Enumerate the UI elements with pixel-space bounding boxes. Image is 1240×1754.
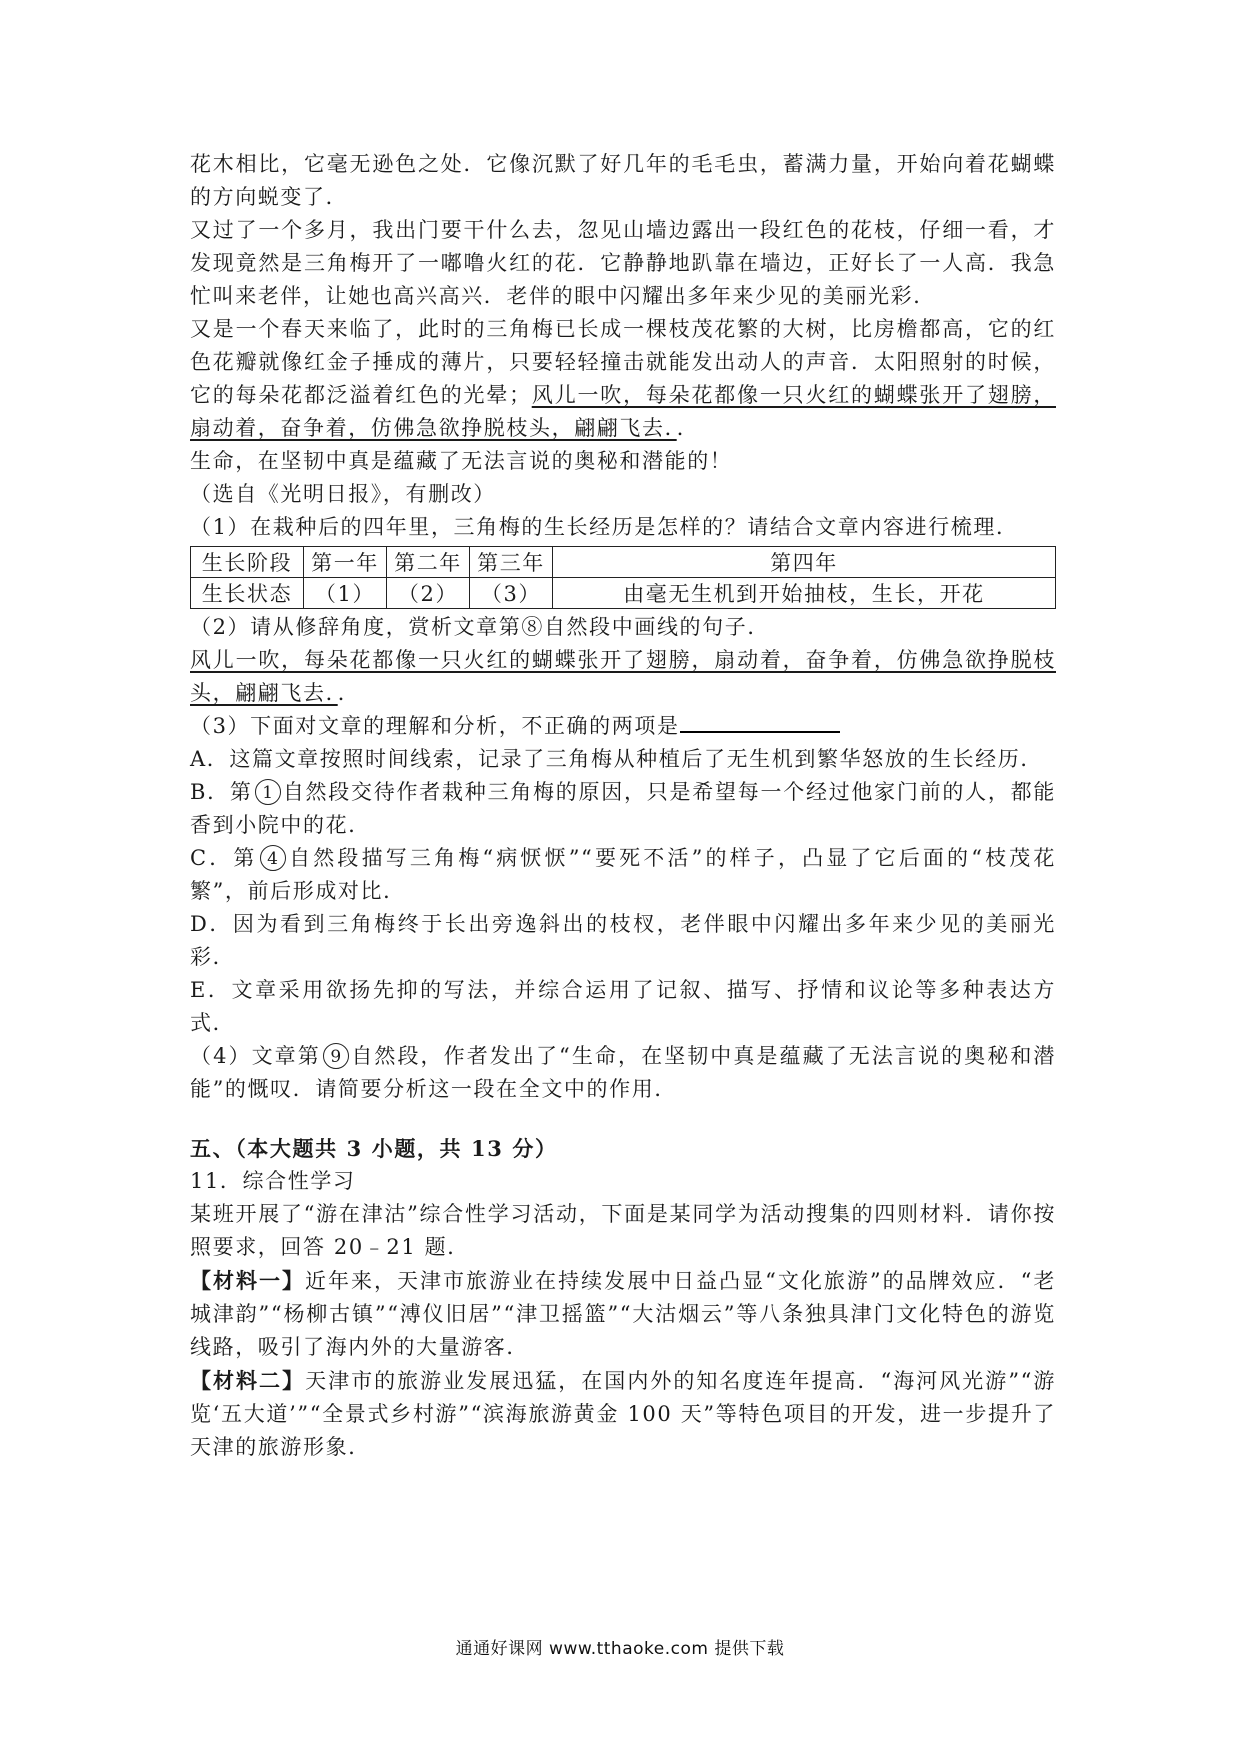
table-cell: 第二年 — [387, 547, 470, 578]
table-row — [191, 578, 1056, 609]
paragraph-9: 生命，在坚韧中真是蕴藏了无法言说的奥秘和潜能的！ — [190, 449, 733, 473]
paragraph-8-tail: ． — [676, 416, 700, 440]
option-c-post: 自然段描写三角梅“病恹恹”“要死不活”的样子，凸显了它后面的“枝茂花繁”，前后形成对比． — [190, 846, 1056, 903]
paragraph-continued: 花木相比，它毫无逊色之处．它像沉默了好几年的毛毛虫，蓄满力量，开始向着花蝴蝶的方向蜕变了． — [190, 152, 1056, 209]
circled-number-4: 4 — [260, 845, 286, 871]
question-1: （1）在栽种后的四年里，三角梅的生长经历是怎样的？请结合文章内容进行梳理． — [190, 515, 1019, 539]
paragraph-8-plain: 又是一个春天来临了，此时的三角梅已长成一棵枝茂花繁的大树，比房檐都高，它的红色花瓣就像红金子捶成的薄片，只要轻轻撞击就能发出动人的声音．太阳照射的时候，它的每朵花都泛溢着红色的光晕； — [190, 317, 1056, 407]
growth-table — [190, 546, 1056, 609]
option-b-pre: B．第 — [190, 780, 253, 804]
table-cell: 第一年 — [304, 547, 387, 578]
option-e: E．文章采用欲扬先抑的写法，并综合运用了记叙、描写、抒情和议论等多种表达方式． — [190, 978, 1056, 1035]
table-cell: （3） — [470, 578, 553, 609]
option-c — [190, 842, 1056, 908]
page-footer: 通通好课网 www.tthaoke.com 提供下载 — [455, 1639, 785, 1659]
paragraph-8 — [190, 313, 1056, 445]
option-b-post: 自然段交待作者栽种三角梅的原因，只是希望每一个经过他家门前的人，都能香到小院中的花． — [190, 780, 1056, 837]
option-a: A．这篇文章按照时间线索，记录了三角梅从种植后了无生机到繁华怒放的生长经历． — [190, 747, 1043, 771]
option-d: D．因为看到三角梅终于长出旁逸斜出的枝杈，老伴眼中闪耀出多年来少见的美丽光彩． — [190, 912, 1056, 969]
material-1-label: 【材料一】 — [190, 1268, 306, 1293]
material-1-text: 近年来，天津市旅游业在持续发展中日益凸显“文化旅游”的品牌效应．“老城津韵”“杨柳古镇”“溥仪旧居”“津卫摇篮”“大沽烟云”等八条独具津门文化特色的游览线路，吸引了海内外的大量游客． — [190, 1269, 1057, 1359]
table-row — [191, 547, 1056, 578]
quote-tail: ． — [337, 681, 361, 705]
document-page — [190, 148, 1056, 1464]
question-3 — [190, 710, 1056, 743]
table-cell: 第三年 — [470, 547, 553, 578]
material-2 — [190, 1364, 1056, 1464]
answer-blank[interactable] — [680, 711, 840, 733]
question-4 — [190, 1040, 1056, 1106]
question-2: （2）请从修辞角度，赏析文章第⑧自然段中画线的句子． — [190, 615, 770, 639]
source-note: （选自《光明日报》，有删改） — [190, 482, 496, 506]
table-cell: 由毫无生机到开始抽枝，生长，开花 — [553, 578, 1056, 609]
circled-number-9: 9 — [323, 1043, 349, 1069]
section-5-heading: 五、（本大题共 3 小题，共 13 分） — [190, 1136, 558, 1161]
question-2-quote — [190, 644, 1056, 710]
option-b — [190, 776, 1056, 842]
material-1 — [190, 1264, 1056, 1364]
table-cell: （2） — [387, 578, 470, 609]
option-c-pre: C．第 — [190, 846, 258, 870]
paragraph-8-underlined-sentence: 风儿一吹，每朵花都像一只火红的蝴蝶张开了翅膀，扇动着，奋争着，仿佛急欲挣脱枝头，翩翩飞去． — [190, 383, 1056, 440]
table-cell: 第四年 — [553, 547, 1056, 578]
paragraph-7: 又过了一个多月，我出门要干什么去，忽见山墙边露出一段红色的花枝，仔细一看，才发现竟然是三角梅开了一嘟噜火红的花．它静静地趴靠在墙边，正好长了一人高．我急忙叫来老伴，让她也高兴高兴．老伴的眼中闪耀出多年来少见的美丽光彩． — [190, 218, 1056, 308]
table-cell: 生长阶段 — [191, 547, 304, 578]
question-4-post: 自然段，作者发出了“生命，在坚韧中真是蕴藏了无法言说的奥秘和潜能”的慨叹．请简要分析这一段在全文中的作用． — [190, 1044, 1056, 1101]
material-2-text: 天津市的旅游业发展迅猛，在国内外的知名度连年提高．“海河风光游”“游览‘五大道’”“全景式乡村游”“滨海旅游黄金 100 天”等特色项目的开发，进一步提升了天津的旅游形象． — [190, 1369, 1057, 1459]
circled-number-1: 1 — [255, 779, 281, 805]
table-cell: 生长状态 — [191, 578, 304, 609]
question-4-pre: （4）文章第 — [190, 1044, 321, 1068]
table-cell: （1） — [304, 578, 387, 609]
quote-underlined: 风儿一吹，每朵花都像一只火红的蝴蝶张开了翅膀，扇动着，奋争着，仿佛急欲挣脱枝头，翩翩飞去． — [190, 648, 1056, 705]
activity-intro: 某班开展了“游在津沽”综合性学习活动，下面是某同学为活动搜集的四则材料．请你按照要求，回答 20﹣21 题． — [190, 1202, 1056, 1259]
material-2-label: 【材料二】 — [190, 1368, 306, 1393]
question-3-text: （3）下面对文章的理解和分析，不正确的两项是 — [190, 714, 680, 738]
question-11-title: 11．综合性学习 — [190, 1169, 356, 1193]
